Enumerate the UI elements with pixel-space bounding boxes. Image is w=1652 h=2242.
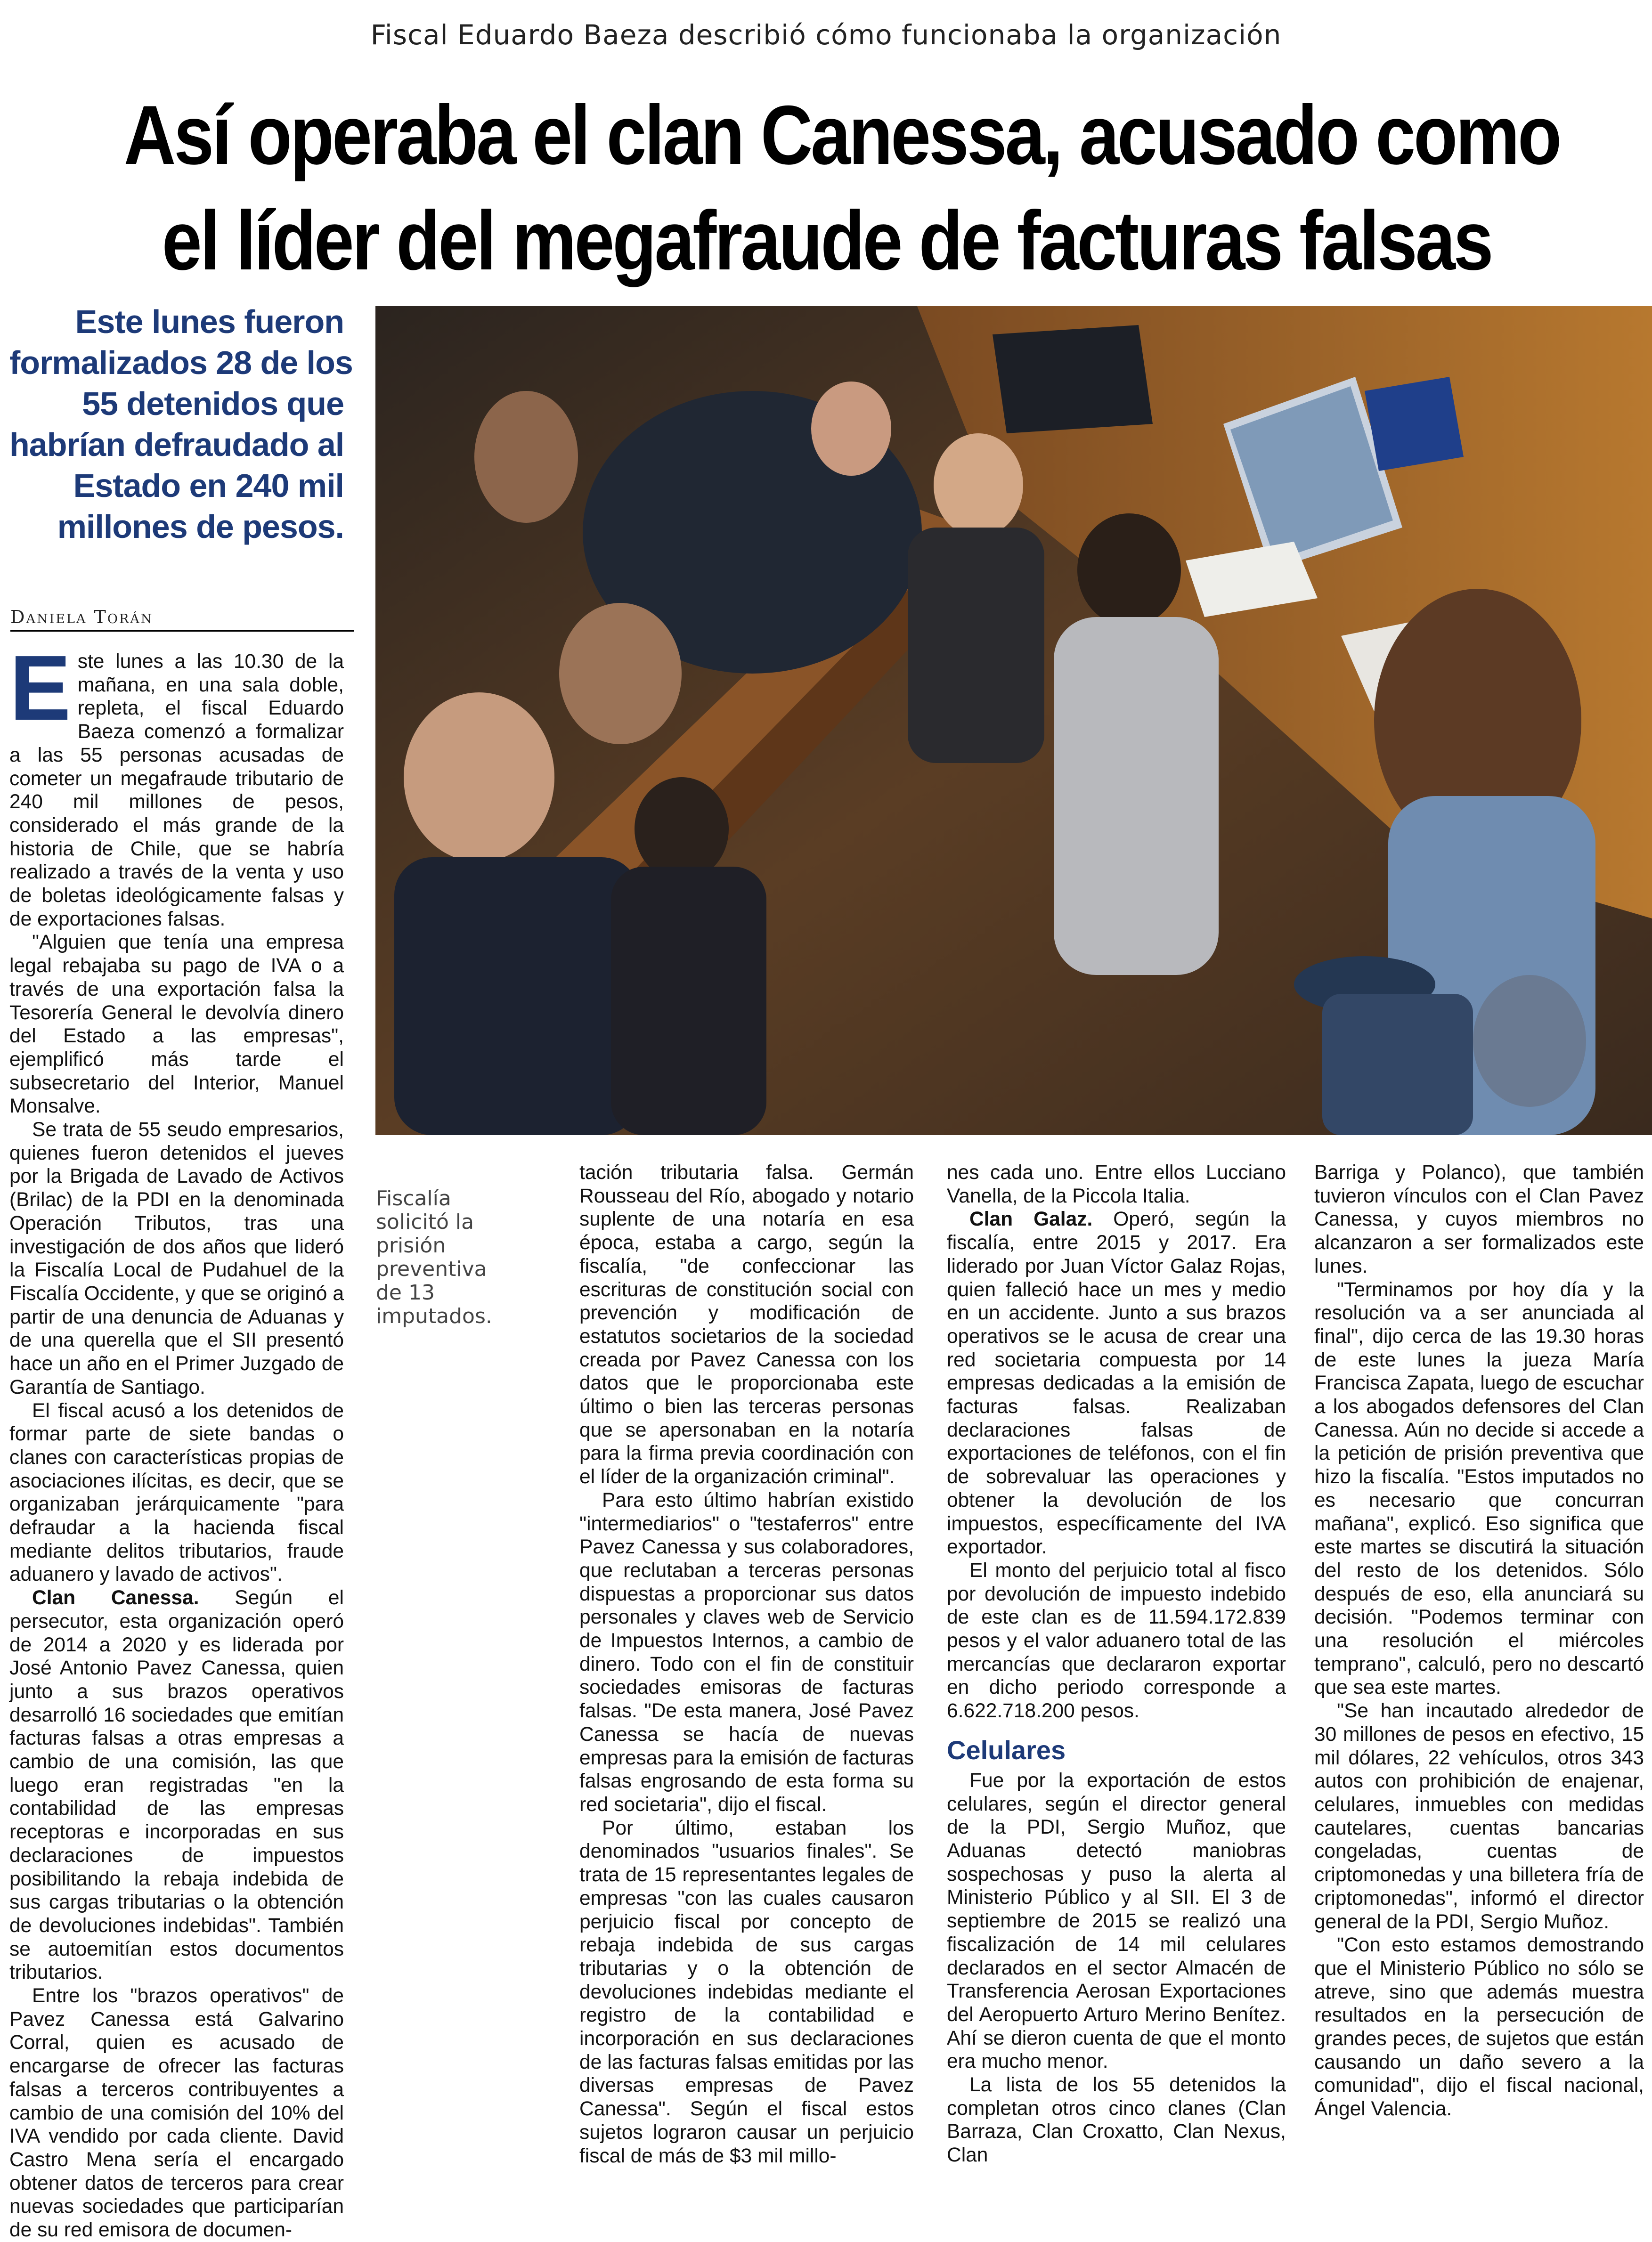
deck-line: habrían defraudado al — [9, 426, 344, 463]
clan-label: Clan Galaz. — [969, 1208, 1093, 1231]
subhead: Celulares — [947, 1735, 1066, 1765]
courtroom-photo — [375, 306, 1652, 1135]
article-paragraph: Entre los "brazos operativos" de Pavez Canessa está Galvarino Corral, quien es acusado de encargarse de ofrecer las facturas falsas a terceros contribuyentes a cambio de una comisión del 10% del IVA vendido por cada cliente. David Castro Mena sería el encargado obtener datos de terceros para crear nuevas sociedades que participarían de su red emisora de documen- — [9, 1985, 344, 2242]
byline: Daniela Torán — [10, 607, 354, 632]
headline-line-2: el líder del megafraude de facturas falsas — [162, 194, 1492, 287]
courtroom-photo-illustration — [375, 306, 1652, 1135]
article-column-4 — [1314, 1161, 1644, 2121]
article-paragraph: tación tributaria falsa. Germán Rousseau del Río, abogado y notario suplente de una notaría en esa época, estaba a cargo, según la fiscalía, "de confeccionar las escrituras de constitución social con prevención y modificación de estatutos societarios de la sociedad creada por Pavez Canessa con los datos que le proporcionaba este último o bien las terceras personas que se apersonaban en la notaría para la firma previa coordinación con el líder de la organización criminal". — [579, 1162, 914, 1488]
article-column-1 — [9, 636, 344, 2242]
article-column-3 — [947, 1161, 1286, 2167]
paragraph-text: ste lunes a las 10.30 de la mañana, en una sala doble, repleta, el fiscal Eduardo Baeza comenzó a formalizar a las 55 personas acusadas de cometer un megafraude tributario de 240 mil millones de pesos, considerado el más grande de la historia de Chile, que se habría realizado a través de la venta y uso de boletas ideológicamente falsas y de exportaciones falsas. — [9, 650, 344, 930]
deck-line: formalizados 28 de los — [9, 344, 353, 381]
article-paragraph — [9, 1586, 344, 1984]
article-paragraph: Se trata de 55 seudo empresarios, quienes fueron detenidos el jueves por la Brigada de Lavado de Activos (Brilac) de la PDI en la denominada Operación Tributos, tras una investigación de dos años que lideró la Fiscalía Local de Pudahuel de la Fiscalía Occidente, y que se originó a partir de una denuncia de Aduanas y de una querella que el SII presentó hace un año en el Primer Juzgado de Garantía de Santiago. — [9, 1119, 344, 1398]
article-paragraph: "Terminamos por hoy día y la resolución va a ser anunciada al final", dijo cerca de las 19.30 horas de este lunes la jueza María Francisca Zapata, luego de escuchar a los abogados defensores del Clan Canessa. Aún no decide si accede a la petición de prisión preventiva que hizo la fiscalía. "Estos imputados no es necesario que concurran mañana", explicó. Eso significa que este martes se discutirá la situación del resto de los detenidos. Sólo después de eso, ella anunciará su decisión. "Podemos terminar con una resolución el miércoles temprano", calculó, pero no descartó que sea este martes. — [1314, 1278, 1644, 1699]
deck-line: 55 detenidos que — [82, 385, 344, 422]
headline-line-1: Así operaba el clan Canessa, acusado como — [123, 88, 1560, 182]
article-paragraph: Barriga y Polanco), que también tuvieron vínculos con el Clan Pavez Canessa, y cuyos miembros no alcanzaron a ser formalizados este lunes. — [1314, 1162, 1644, 1277]
article-paragraph — [947, 1208, 1286, 1559]
deck-line: Estado en 240 mil — [73, 467, 344, 504]
paragraph-text: Operó, según la fiscalía, entre 2015 y 2017. Era liderado por Juan Víctor Galaz Rojas, quien falleció hace un mes y medio en un accidente. Junto a sus brazos operativos se le acusa de crear una red societaria compuesta por 14 empresas dedicadas a la emisión de facturas falsas. Realizaban declaraciones falsas de exportaciones de teléfonos, con el fin de sobrevaluar las operaciones y obtener la devolución de los impuestos, específicamente del IVA exportador. — [947, 1208, 1286, 1559]
article-paragraph: El fiscal acusó a los detenidos de formar parte de siete bandas o clanes con características propias de asociaciones ilícitas, es decir, que se organizaban jerárquicamente "para defraudar a la hacienda fiscal mediante delitos tributarios, fraude aduanero y lavado de activos". — [9, 1399, 344, 1586]
article-paragraph: Para esto último habrían existido "intermediarios" o "testaferros" entre Pavez Canessa y sus colaboradores, que reclutaban a terceras personas dispuestas a proporcionar sus datos personales y claves web de Servicio de Impuestos Internos, a cambio de dinero. Todo con el fin de constituir sociedades emisoras de facturas falsas. "De esta manera, José Pavez Canessa se hacía de nuevas empresas para la emisión de facturas falsas engrosando de esta forma su red societaria", dijo el fiscal. — [579, 1489, 914, 1816]
clan-label: Clan Canessa. — [32, 1587, 199, 1609]
article-paragraph: "Con esto estamos demostrando que el Ministerio Público no sólo se atreve, sino que además muestra resultados en la persecución de grandes peces, de sujetos que están causando un daño severo a la comunidad", dijo el fiscal nacional, Ángel Valencia. — [1314, 1934, 1644, 2120]
headline — [123, 82, 1560, 293]
deck-line: millones de pesos. — [57, 508, 344, 545]
article-paragraph — [9, 636, 344, 931]
paragraph-text: Según el persecutor, esta organización operó de 2014 a 2020 y es liderada por José Antonio Pavez Canessa, quien junto a sus brazos operativos desarrolló 16 sociedades que emitían facturas falsas a otras empresas a cambio de una comisión, las que luego eran registradas "en la contabilidad de las empresas receptoras e incorporadas en sus declaraciones de impuestos posibilitando la rebaja indebida de sus cargas tributarias o la obtención de devoluciones indebidas". También se autoemitían estos documentos tributarios. — [9, 1587, 344, 1984]
article-paragraph: "Alguien que tenía una empresa legal rebajaba su pago de IVA o a través de una exportación falsa la Tesorería General le devolvía dinero del Estado a las empresas", ejemplificó más tarde el subsecretario del Interior, Manuel Monsalve. — [9, 931, 344, 1118]
article-paragraph: La lista de los 55 detenidos la completan otros cinco clanes (Clan Barraza, Clan Croxatto, Clan Nexus, Clan — [947, 2074, 1286, 2167]
article-paragraph: nes cada uno. Entre ellos Lucciano Vanella, de la Piccola Italia. — [947, 1162, 1286, 1207]
article-paragraph: Fue por la exportación de estos celulares, según el director general de la PDI, Sergio Muñoz, que Aduanas detectó maniobras sospechosas y puso la alerta al Ministerio Público y al SII. El 3 de septiembre de 2015 se realizó una fiscalización de 14 mil celulares declarados en el sector Almacén de Transferencia Aerosan Exportaciones del Aeropuerto Arturo Merino Benítez. Ahí se dieron cuenta de que el monto era mucho menor. — [947, 1769, 1286, 2073]
article-paragraph: El monto del perjuicio total al fisco por devolución de impuesto indebido de este clan es de 11.594.172.839 pesos y el valor aduanero total de las mercancías que declararon exportar en dicho periodo corresponde a 6.622.718.200 pesos. — [947, 1559, 1286, 1722]
photo-caption: Fiscalía solicitó la prisión preventiva de 13 imputados. — [376, 1186, 492, 1328]
article-paragraph: "Se han incautado alrededor de 30 millones de pesos en efectivo, 15 mil dólares, 22 vehículos, otros 343 autos con prohibición de enajenar, celulares, inmuebles con medidas cautelares, cuentas bancarias congeladas, cuentas de criptomonedas y una billetera fría de criptomonedas", informó el director general de la PDI, Sergio Muñoz. — [1314, 1700, 1644, 1933]
article-column-2 — [579, 1161, 914, 2168]
deck — [9, 301, 353, 547]
dropcap: E — [9, 636, 71, 739]
deck-line: Este lunes fueron — [75, 303, 344, 340]
kicker: Fiscal Eduardo Baeza describió cómo funcionaba la organización — [370, 19, 1282, 51]
article-paragraph: Por último, estaban los denominados "usuarios finales". Se trata de 15 representantes legales de empresas "con las cuales causaron perjuicio fiscal por concepto de rebaja indebida de sus cargas tributarias y o la obtención de devoluciones indebidas mediante el registro de la contabilidad e incorporación en sus declaraciones de las facturas falsas emitidas por las diversas empresas de Pavez Canessa". Según el fiscal estos sujetos lograron causar un perjuicio fiscal de más de $3 mil millo- — [579, 1817, 914, 2167]
